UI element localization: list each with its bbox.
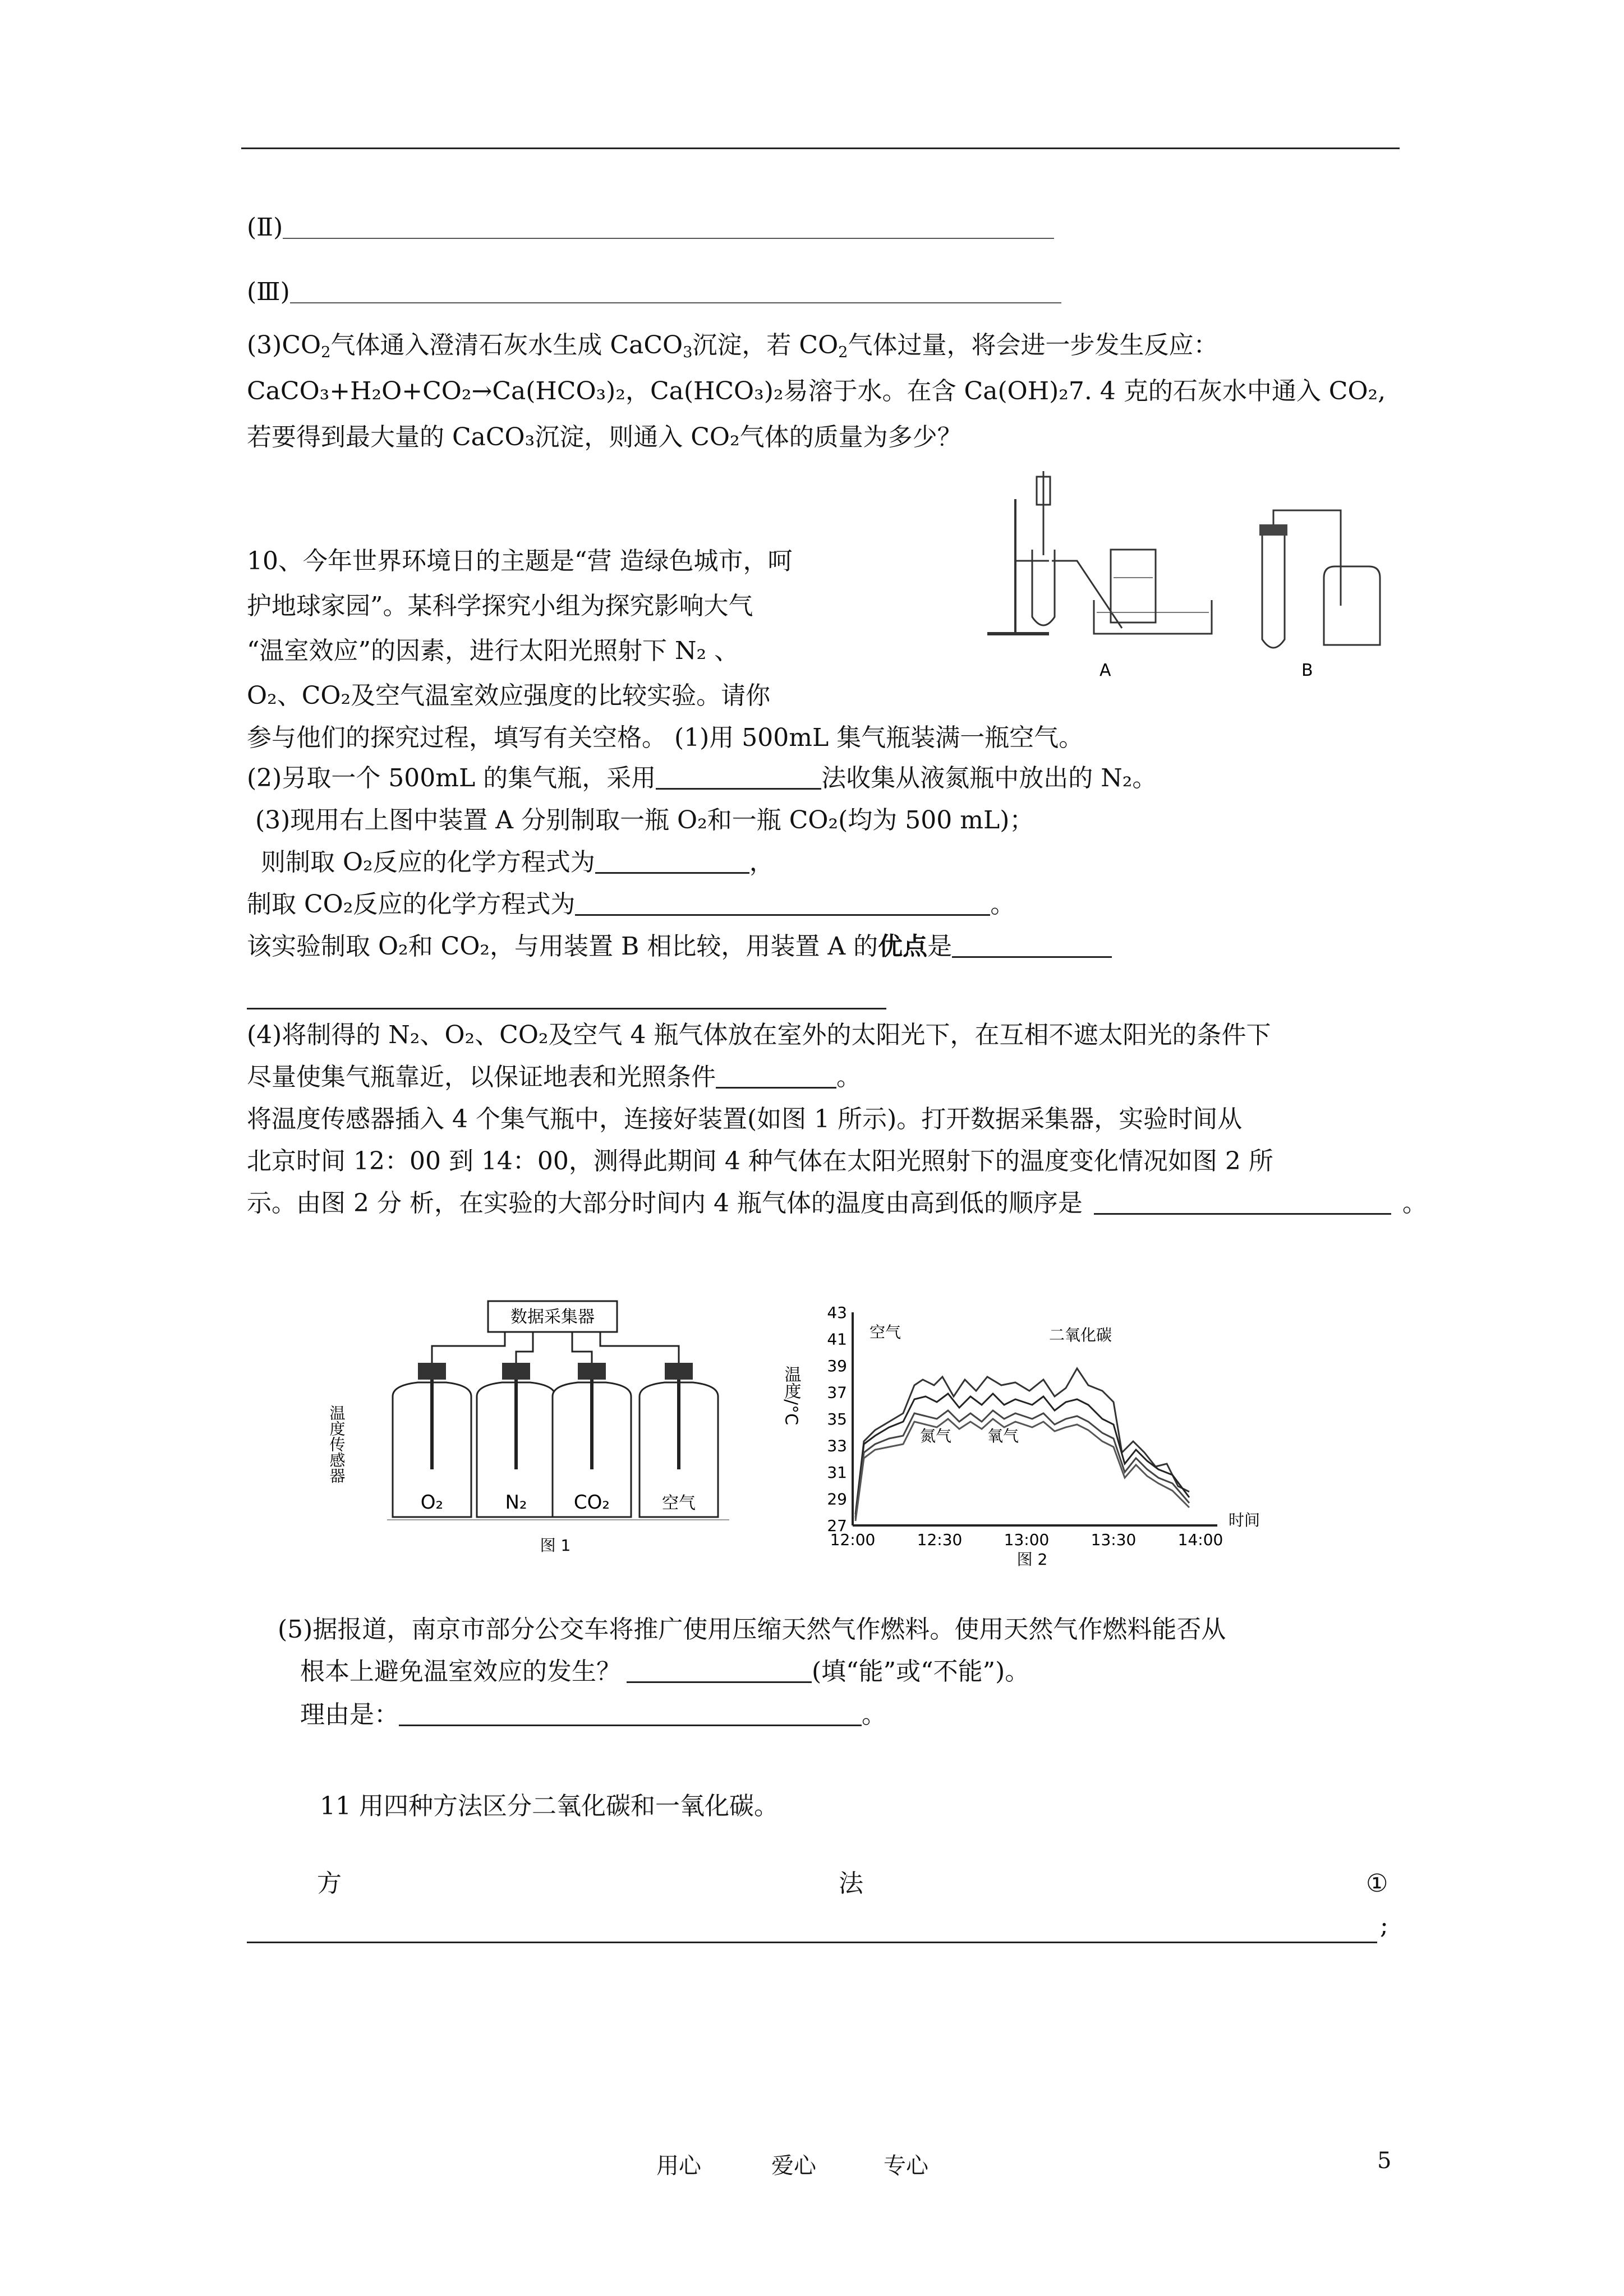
q10-line-3: “温室效应”的因素，进行太阳光照射下 N₂ 、 bbox=[247, 637, 739, 665]
y-tick-label: 33 bbox=[827, 1436, 847, 1455]
q10-line-16: (5)据报道，南京市部分公交车将推广使用压缩天然气作燃料。使用天然气作燃料能否从 bbox=[278, 1615, 1226, 1644]
sensor-label: 温度传感器 bbox=[327, 1405, 346, 1483]
data-collector-label: 数据采集器 bbox=[510, 1307, 595, 1327]
q9-line-ii bbox=[247, 213, 1054, 243]
figure-1-caption: 图 1 bbox=[540, 1536, 571, 1555]
q10-line-13: 将温度传感器插入 4 个集气瓶中，连接好装置(如图 1 所示)。打开数据采集器，实验时间从 bbox=[247, 1105, 1243, 1133]
q10-line-17: 根本上避免温室效应的发生？ (填“能”或“不能”)。 bbox=[300, 1657, 1030, 1686]
curve-co2 bbox=[855, 1394, 1189, 1517]
q10-line-15: 示。由图 2 分 析，在实验的大部分时间内 4 瓶气体的温度由高到低的顺序是 。 bbox=[247, 1189, 1427, 1218]
bottle-label-air: 空气 bbox=[662, 1493, 696, 1513]
curve-n2 bbox=[855, 1419, 1189, 1521]
q11-method-number: ① bbox=[1366, 1869, 1388, 1898]
figure-2-caption: 图 2 bbox=[1016, 1550, 1048, 1569]
reason-blank[interactable] bbox=[399, 1725, 862, 1726]
advantage-blank[interactable] bbox=[952, 956, 1112, 958]
q9-line-iii bbox=[247, 278, 1061, 307]
q9-part3: $(3)CO_2$气体通入澄清石灰水生成 CaCO$_3$沉淀，若 $CO_2$气体过量，将会进一步发生反应： bbox=[247, 331, 1218, 361]
conditions-blank[interactable] bbox=[716, 1087, 836, 1089]
footer-motto-1: 用心 bbox=[656, 2153, 701, 2179]
q10-line-12: 尽量使集气瓶靠近，以保证地表和光照条件 。 bbox=[247, 1063, 861, 1091]
o2-equation-blank[interactable] bbox=[595, 872, 749, 874]
y-tick-label: 27 bbox=[827, 1516, 847, 1535]
q10-line-8: 则制取 O₂反应的化学方程式为 ， bbox=[261, 848, 774, 877]
series-label-co2: 二氧化碳 bbox=[1049, 1326, 1112, 1344]
q9-label-iii: (Ⅲ) bbox=[247, 278, 290, 306]
header-rule bbox=[241, 147, 1400, 149]
q11-title: 11 用四种方法区分二氧化碳和一氧化碳。 bbox=[320, 1792, 779, 1820]
q10-line-14: 北京时间 12：00 到 14：00，测得此期间 4 种气体在太阳光照射下的温度变化情况如图 2 所 bbox=[247, 1147, 1273, 1175]
curve-air bbox=[855, 1368, 1189, 1514]
figure-1 bbox=[327, 1295, 763, 1576]
x-tick-label: 14:00 bbox=[1177, 1530, 1223, 1549]
q10-line-1: 10、今年世界环境日的主题是“营 造绿色城市，呵 bbox=[247, 547, 793, 575]
footer-motto-3: 专心 bbox=[884, 2153, 928, 2179]
answer-blank[interactable] bbox=[283, 238, 1054, 239]
x-tick-label: 13:30 bbox=[1091, 1530, 1137, 1549]
x-tick-label: 12:00 bbox=[830, 1530, 876, 1549]
y-tick-label: 29 bbox=[827, 1490, 847, 1509]
page-number: 5 bbox=[1377, 2148, 1392, 2174]
q10-line-18: 理由是： 。 bbox=[300, 1700, 886, 1729]
q9-equation: CaCO₃+H₂O+CO₂→Ca(HCO₃)₂，Ca(HCO₃)₂易溶于水。在含 Ca(OH)₂7. 4 克的石灰水中通入 CO₂, bbox=[247, 377, 1386, 405]
q10-line-2: 护地球家园”。某科学探究小组为探究影响大气 bbox=[247, 592, 753, 620]
x-tick-label: 13:00 bbox=[1004, 1530, 1050, 1549]
answer-blank[interactable] bbox=[290, 302, 1061, 303]
q10-line-10: 该实验制取 O₂和 CO₂，与用装置 B 相比较，用装置 A 的优点是 bbox=[247, 932, 1112, 962]
can-or-cannot-blank[interactable] bbox=[627, 1681, 812, 1683]
q11-method-word-1: 方 bbox=[317, 1869, 342, 1898]
apparatus-a-label: A bbox=[1099, 661, 1111, 680]
y-tick-label: 43 bbox=[827, 1303, 847, 1322]
q11-method-word-2: 法 bbox=[839, 1869, 863, 1898]
q10-line-5: 参与他们的探究过程，填写有关空格。 (1)用 500mL 集气瓶装满一瓶空气。 bbox=[247, 723, 1084, 752]
q10-line-9: 制取 CO₂反应的化学方程式为 。 bbox=[247, 890, 1015, 919]
collection-method-blank[interactable] bbox=[656, 788, 821, 790]
co2-equation-blank[interactable] bbox=[575, 914, 990, 916]
q9-question: 若要得到最大量的 CaCO₃沉淀，则通入 CO₂气体的质量为多少？ bbox=[247, 423, 962, 451]
bottle-label-o2: O₂ bbox=[420, 1491, 444, 1514]
series-label-air: 空气 bbox=[869, 1323, 901, 1341]
apparatus-figure bbox=[976, 465, 1414, 701]
footer-motto-2: 爱心 bbox=[771, 2153, 816, 2179]
bottle-label-co2: CO₂ bbox=[573, 1491, 610, 1514]
series-label-n2: 氮气 bbox=[920, 1427, 952, 1445]
x-axis-label: 时间 bbox=[1229, 1511, 1260, 1529]
q10-line-11: (4)将制得的 N₂、O₂、CO₂及空气 4 瓶气体放在室外的太阳光下，在互相不遮太阳光的条件下 bbox=[247, 1021, 1271, 1049]
q9-label-ii: (Ⅱ) bbox=[247, 213, 283, 242]
y-tick-label: 31 bbox=[827, 1463, 847, 1482]
series-label-o2: 氧气 bbox=[987, 1427, 1019, 1445]
order-blank[interactable] bbox=[1094, 1213, 1391, 1215]
y-axis-label: 温度/°C bbox=[781, 1366, 801, 1426]
q10-line-4: O₂、CO₂及空气温室效应强度的比较实验。请你 bbox=[247, 681, 771, 710]
advantage-blank-line2[interactable] bbox=[247, 1008, 886, 1009]
q10-line-6: (2)另取一个 500mL 的集气瓶，采用 法收集从液氮瓶中放出的 N₂。 bbox=[247, 764, 1157, 792]
figure-2 bbox=[781, 1301, 1268, 1582]
y-tick-label: 35 bbox=[827, 1410, 847, 1428]
q11-answer-line[interactable] bbox=[247, 1942, 1377, 1943]
bottle-label-n2: N₂ bbox=[505, 1491, 527, 1514]
x-tick-label: 12:30 bbox=[917, 1530, 963, 1549]
q10-line-7: (3)现用右上图中装置 A 分别制取一瓶 O₂和一瓶 CO₂(均为 500 mL)； bbox=[255, 806, 1034, 835]
apparatus-b-label: B bbox=[1301, 661, 1313, 680]
y-tick-label: 39 bbox=[827, 1357, 847, 1375]
y-tick-label: 37 bbox=[827, 1383, 847, 1402]
curve-o2 bbox=[855, 1410, 1189, 1519]
y-tick-label: 41 bbox=[827, 1330, 847, 1349]
q11-line-end: ; bbox=[1380, 1911, 1388, 1940]
